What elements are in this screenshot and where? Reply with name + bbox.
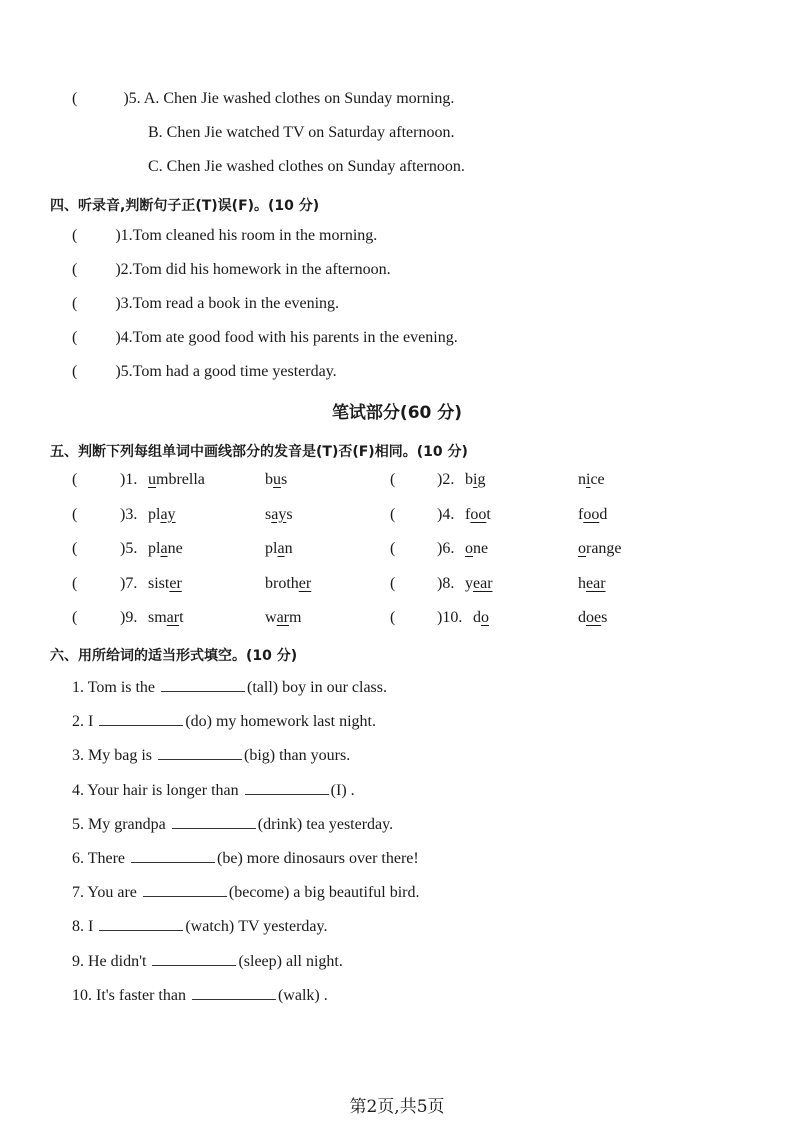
word-hint: (do) [185, 713, 212, 731]
word-b: brother [265, 574, 312, 592]
answer-blank[interactable] [99, 711, 183, 726]
item-number: )3. [120, 505, 138, 523]
item-text: Tom did his homework in the afternoon. [132, 261, 391, 278]
answer-blank[interactable] [131, 848, 215, 863]
underlined-part: er [298, 574, 312, 592]
word-hint: (be) [217, 850, 243, 867]
judge-item [72, 227, 377, 245]
item-number: )1. [115, 227, 133, 244]
answer-paren[interactable]: ( [72, 505, 78, 523]
judge-item [72, 295, 339, 313]
word-a: one [465, 540, 489, 557]
judge-item [72, 261, 391, 279]
underlined-part: oo [583, 505, 600, 523]
item-text: Tom ate good food with his parents in the evening. [132, 329, 458, 346]
word-b: nice [578, 471, 605, 488]
answer-paren[interactable]: ( [72, 227, 78, 244]
word-b: food [578, 505, 608, 523]
written-part-title: 笔试部分(60 分) [331, 403, 463, 423]
answer-blank[interactable] [161, 677, 245, 692]
item-text: Tom cleaned his room in the morning. [132, 227, 378, 244]
underlined-part: ear [586, 574, 606, 592]
item-number: )2. [437, 471, 455, 488]
item-number: )6. [437, 540, 455, 557]
underlined-part: a [277, 540, 285, 557]
answer-paren[interactable]: ( [390, 574, 396, 592]
answer-paren[interactable]: ( [390, 471, 396, 488]
word-a: do [473, 609, 489, 626]
fill-item: 9. He didn't (sleep) all night. [72, 952, 343, 970]
answer-paren[interactable]: ( [72, 261, 78, 278]
item-number: )5. [120, 540, 138, 557]
word-hint: (big) [244, 747, 276, 765]
fill-item: 5. My grandpa (drink) tea yesterday. [72, 815, 394, 833]
word-b: orange [578, 540, 622, 557]
fill-item: 3. My bag is (big) than yours. [72, 747, 351, 765]
word-a: year [465, 574, 493, 592]
judge-item [72, 329, 458, 347]
fill-item: 2. I (do) my homework last night. [72, 713, 376, 731]
option-b: B. Chen Jie watched TV on Saturday afternoon. [148, 124, 455, 141]
section6-heading: 六、用所给词的适当形式填空。(10 分) [50, 648, 298, 664]
word-b: warm [265, 609, 302, 626]
underlined-part: u [273, 471, 281, 488]
fill-item: 7. You are (become) a big beautiful bird. [72, 884, 420, 902]
fill-item: 10. It's faster than (walk) . [72, 986, 328, 1004]
q3-5-row-a: ( )5. A. Chen Jie washed clothes on Sunday morning. [72, 90, 455, 107]
answer-paren[interactable]: ( [72, 90, 78, 107]
item-number: )5. [115, 363, 133, 380]
word-a: sister [148, 574, 182, 592]
item-number: )4. [437, 505, 455, 523]
judge-item [72, 363, 337, 381]
word-b: says [265, 505, 293, 523]
answer-paren[interactable]: ( [390, 540, 396, 557]
underlined-part: oo [470, 505, 487, 523]
answer-blank[interactable] [152, 951, 236, 966]
underlined-part: ay [160, 505, 176, 523]
fill-item: 1. Tom is the (tall) boy in our class. [72, 679, 387, 696]
item-number: )4. [115, 329, 133, 346]
item-number: )3. [115, 295, 133, 312]
answer-paren[interactable]: ( [72, 540, 78, 557]
item-number: )10. [437, 609, 463, 626]
underlined-part: o [578, 540, 586, 557]
underlined-part: er [169, 574, 182, 592]
section4-heading: 四、听录音,判断句子正(T)误(F)。(10 分) [50, 198, 320, 214]
fill-item: 8. I (watch) TV yesterday. [72, 918, 328, 936]
word-a: play [148, 505, 176, 523]
item-number: )9. [120, 609, 138, 626]
word-a: umbrella [148, 471, 205, 488]
underlined-part: o [481, 609, 489, 626]
underlined-part: ay [271, 505, 287, 523]
section5-heading: 五、判断下列每组单词中画线部分的发音是(T)否(F)相同。(10 分) [50, 444, 468, 460]
word-b: bus [265, 471, 288, 488]
word-a: big [465, 471, 486, 488]
item-number: )2. [115, 261, 133, 278]
answer-blank[interactable] [192, 985, 276, 1000]
underlined-part: ear [473, 574, 493, 592]
underlined-part: i [586, 471, 591, 488]
answer-blank[interactable] [172, 814, 256, 829]
item-number: )1. [120, 471, 138, 488]
word-a: smart [148, 609, 184, 626]
word-hint: (walk) [277, 986, 320, 1004]
item-number: )8. [437, 574, 455, 592]
underlined-part: i [473, 471, 478, 488]
underlined-part: a [160, 540, 168, 557]
word-hint: (sleep) [238, 952, 282, 970]
fill-item: 6. There (be) more dinosaurs over there! [72, 850, 419, 867]
answer-blank[interactable] [158, 745, 242, 760]
word-hint: (watch) [185, 918, 235, 936]
underlined-part: u [148, 471, 156, 488]
answer-blank[interactable] [143, 882, 227, 897]
answer-paren[interactable]: ( [72, 295, 78, 312]
answer-paren[interactable]: ( [72, 471, 78, 488]
item-text: Tom had a good time yesterday. [132, 363, 337, 380]
page-footer: 第2页,共5页 [349, 1097, 445, 1117]
word-a: foot [465, 505, 491, 523]
item-text: Tom read a book in the evening. [132, 295, 340, 312]
underlined-part: ar [166, 609, 180, 626]
fill-item: 4. Your hair is longer than (I) . [72, 781, 355, 799]
answer-paren[interactable]: ( [390, 505, 396, 523]
underlined-part: ar [276, 609, 289, 626]
answer-paren[interactable]: ( [72, 363, 78, 380]
underlined-part: oe [586, 609, 602, 626]
option-c: C. Chen Jie washed clothes on Sunday afternoon. [148, 158, 465, 175]
option-a: A. Chen Jie washed clothes on Sunday morning. [143, 90, 455, 107]
item-number: )7. [120, 574, 138, 592]
answer-blank[interactable] [99, 916, 183, 931]
word-b: plan [265, 540, 293, 557]
word-a: plane [148, 540, 183, 557]
word-b: hear [578, 574, 606, 592]
word-hint: (tall) [247, 679, 279, 696]
answer-paren[interactable]: ( [72, 574, 78, 592]
answer-paren[interactable]: ( [72, 609, 78, 626]
word-b: does [578, 609, 608, 626]
answer-paren[interactable]: ( [390, 609, 396, 626]
underlined-part: o [465, 540, 473, 557]
word-hint: (drink) [257, 815, 303, 833]
answer-blank[interactable] [245, 780, 329, 795]
word-hint: (become) [228, 884, 290, 902]
word-hint: (I) [330, 781, 347, 799]
answer-paren[interactable]: ( [72, 329, 78, 346]
